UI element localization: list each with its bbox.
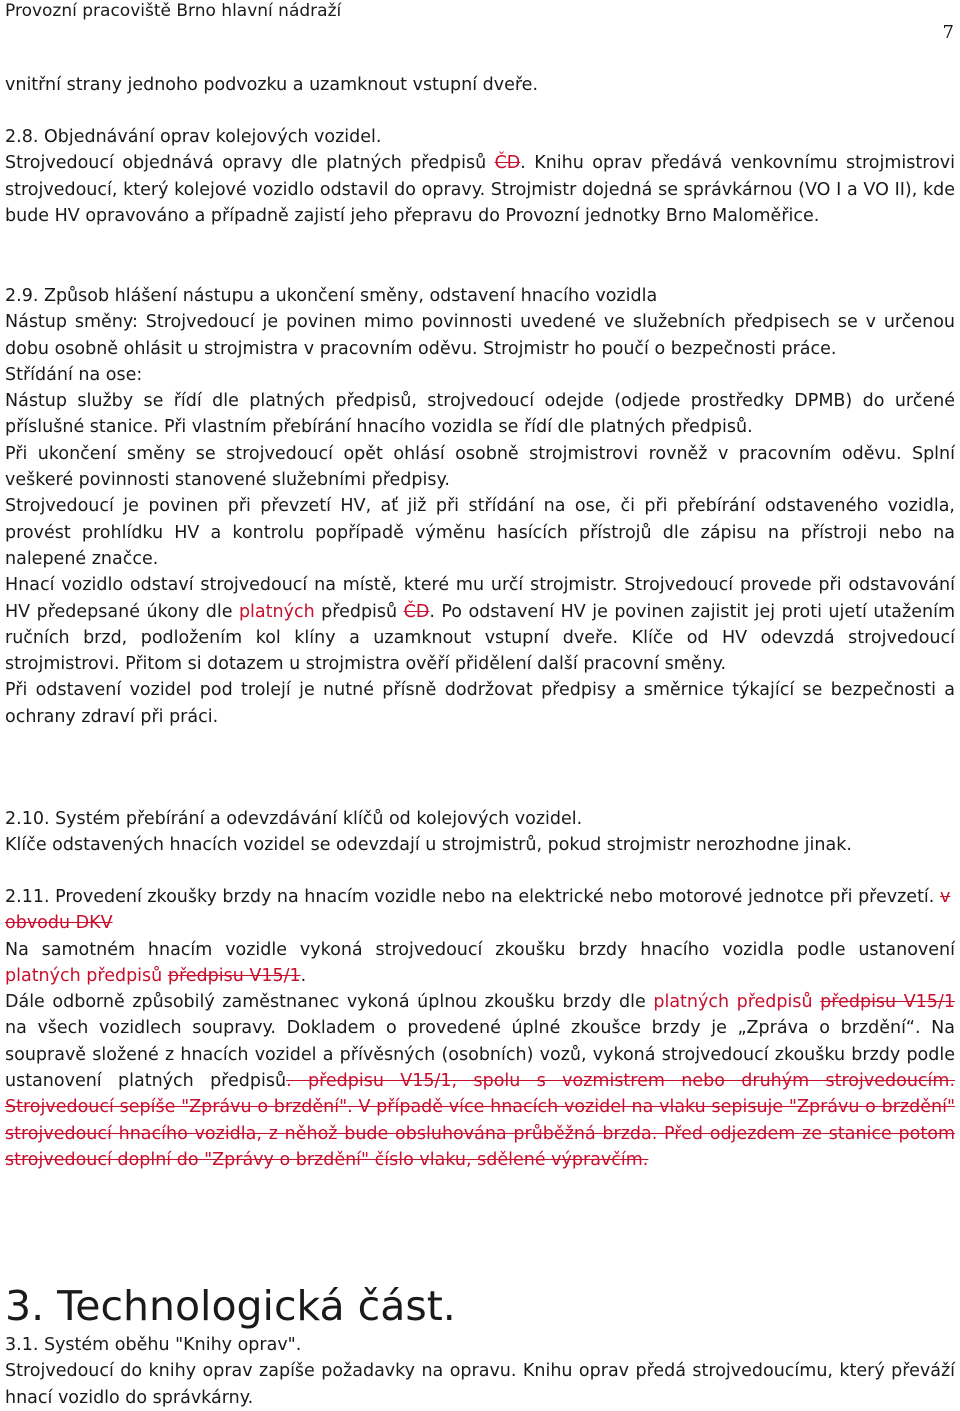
section-3-1	[5, 1332, 955, 1411]
inserted-text: platných	[238, 601, 315, 622]
text-run: Strojvedoucí je povinen mimo povinnosti uvedené ve služebních předpisech se v určenou dobu osobně ohlásit u strojmistra v pracovním oděvu. Strojmistr ho poučí o bezpečnosti práce.	[5, 312, 956, 359]
paragraph	[5, 937, 955, 990]
deleted-text: v obvodu DKV	[5, 887, 951, 934]
text-run: Na samotném hnacím vozidle vykoná strojvedoucí zkoušku brzdy hnacího vozidla podle ustanovení	[5, 939, 955, 960]
run-in-label: Při ukončení směny	[5, 443, 186, 464]
heading-text: 2.11. Provedení zkoušky brzdy na hnacím vozidle nebo na elektrické nebo motorové jednotce při převzetí.	[5, 887, 935, 907]
run-in-label: Nástup směny:	[5, 312, 138, 333]
text-run: na všech vozidlech soupravy. Dokladem o provedené úplné zkoušce brzdy je „Zpráva o brzdění“. Na soupravě složené z hnacích vozidel a přívěsných (osobních) vozů, vykoná strojvedoucí zkoušku brzdy podle ustanovení platných předpisů	[5, 1018, 955, 1092]
section-heading: 2.9. Způsob hlášení nástupu a ukončení směny, odstavení hnacího vozidla	[5, 286, 658, 306]
text-run: Dále odborně způsobilý zaměstnanec vykoná úplnou zkoušku brzdy dle	[5, 992, 654, 1013]
paragraph: Klíče odstavených hnacích vozidel se odevzdají u strojmistrů, pokud strojmistr nerozhodne jinak.	[5, 835, 852, 856]
text-run: . Po odstavení HV je povinen zajistit jej proti ujetí utažením ručních brzd, podložením kol klíny a uzamknout vstupní dveře. Klíče od HV odevzdá strojvedoucí strojmistrovi. Přitom si dotazem u strojmistra ověří přidělení další pracovní směny.	[5, 601, 955, 675]
paragraph	[5, 150, 955, 229]
text-run: .	[300, 965, 307, 986]
section-heading: 2.10. Systém přebírání a odevzdávání klíčů od kolejových vozidel.	[5, 809, 583, 829]
inserted-text: platných předpisů	[5, 965, 163, 986]
running-header: Provozní pracoviště Brno hlavní nádraží	[5, 1, 342, 21]
text-run: předpisů	[314, 601, 404, 622]
paragraph: Při odstavení vozidel pod trolejí je nutné přísně dodržovat předpisy a směrnice týkající se bezpečnosti a ochrany zdraví při práci.	[5, 680, 955, 727]
paragraph	[5, 309, 955, 362]
section-heading: 2.8. Objednávání oprav kolejových vozidel.	[5, 127, 382, 147]
page-number: 7	[942, 22, 954, 43]
deleted-text: . předpisu V15/1, spolu s vozmistrem nebo druhým strojvedoucím. Strojvedoucí sepíše "Zprávu o brzdění". V případě více hnacích vozidel na vlaku sepisuje "Zprávu o brzdění" strojvedoucí hnacího vozidla, z něhož bude obsluhována průběžná brzda. Před odjezdem ze stanice potom strojvedoucí doplní do "Zprávy o brzdění" číslo vlaku, sdělené výpravčím.	[5, 1071, 956, 1170]
deleted-text: ČD	[494, 153, 521, 174]
paragraph	[5, 441, 955, 494]
text-run: Strojvedoucí objednává opravy dle platných předpisů	[5, 153, 495, 174]
subheading-label: Střídání na ose:	[5, 364, 143, 385]
text-run: Hnací vozidlo odstaví strojvedoucí na místě, které mu určí strojmistr. Strojvedoucí provede při odstavování HV předepsané úkony dle	[5, 575, 955, 622]
paragraph: Nástup služby se řídí dle platných předpisů, strojvedoucí odejde (odjede prostředky DPMB) do určené příslušné stanice. Při vlastním přebírání hnacího vozidla se řídí dle platných předpisů.	[5, 391, 955, 438]
deleted-text: ČD	[403, 601, 430, 622]
paragraph	[5, 572, 955, 677]
paragraph	[5, 989, 955, 1173]
text-run: . Knihu oprav předává venkovnímu strojmistrovi strojvedoucí, který kolejové vozidlo odstavil do opravy. Strojmistr dojedná se správkárnou (VO I a VO II), kde bude HV opravováno a případně zajistí jeho přepravu do Provozní jednotky Brno Maloměřice.	[5, 153, 955, 226]
paragraph-text: vnitřní strany jednoho podvozku a uzamknout vstupní dveře.	[5, 75, 539, 95]
section-heading	[5, 884, 955, 937]
deleted-text: předpisu V15/1	[820, 992, 955, 1013]
section-heading: 3.1. Systém oběhu "Knihy oprav".	[5, 1335, 302, 1355]
text-run: se strojvedoucí opět ohlásí osobně strojmistrovi rovněž v pracovním oděvu. Splní veškeré povinnosti stanovené služebními předpisy.	[5, 443, 955, 491]
deleted-text: předpisu V15/1	[167, 965, 301, 986]
section-2-11	[5, 884, 955, 1173]
section-2-9	[5, 283, 955, 730]
section-2-10	[5, 806, 955, 859]
inserted-text: platných předpisů	[653, 992, 813, 1013]
section-2-8	[5, 124, 955, 229]
chapter-heading: 3. Technologická část.	[5, 1282, 456, 1330]
continued-paragraph	[5, 72, 955, 98]
paragraph: Strojvedoucí je povinen při převzetí HV, ať již při střídání na ose, či při přebírání odstaveného vozidla, provést prohlídku HV a kontrolu popřípadě výměnu hasících přístrojů dle zápisu na přístroji nebo na nalepené značce.	[5, 496, 955, 569]
paragraph: Strojvedoucí do knihy oprav zapíše požadavky na opravu. Knihu oprav předá strojvedoucímu, který převáží hnací vozidlo do správkárny.	[5, 1361, 955, 1408]
